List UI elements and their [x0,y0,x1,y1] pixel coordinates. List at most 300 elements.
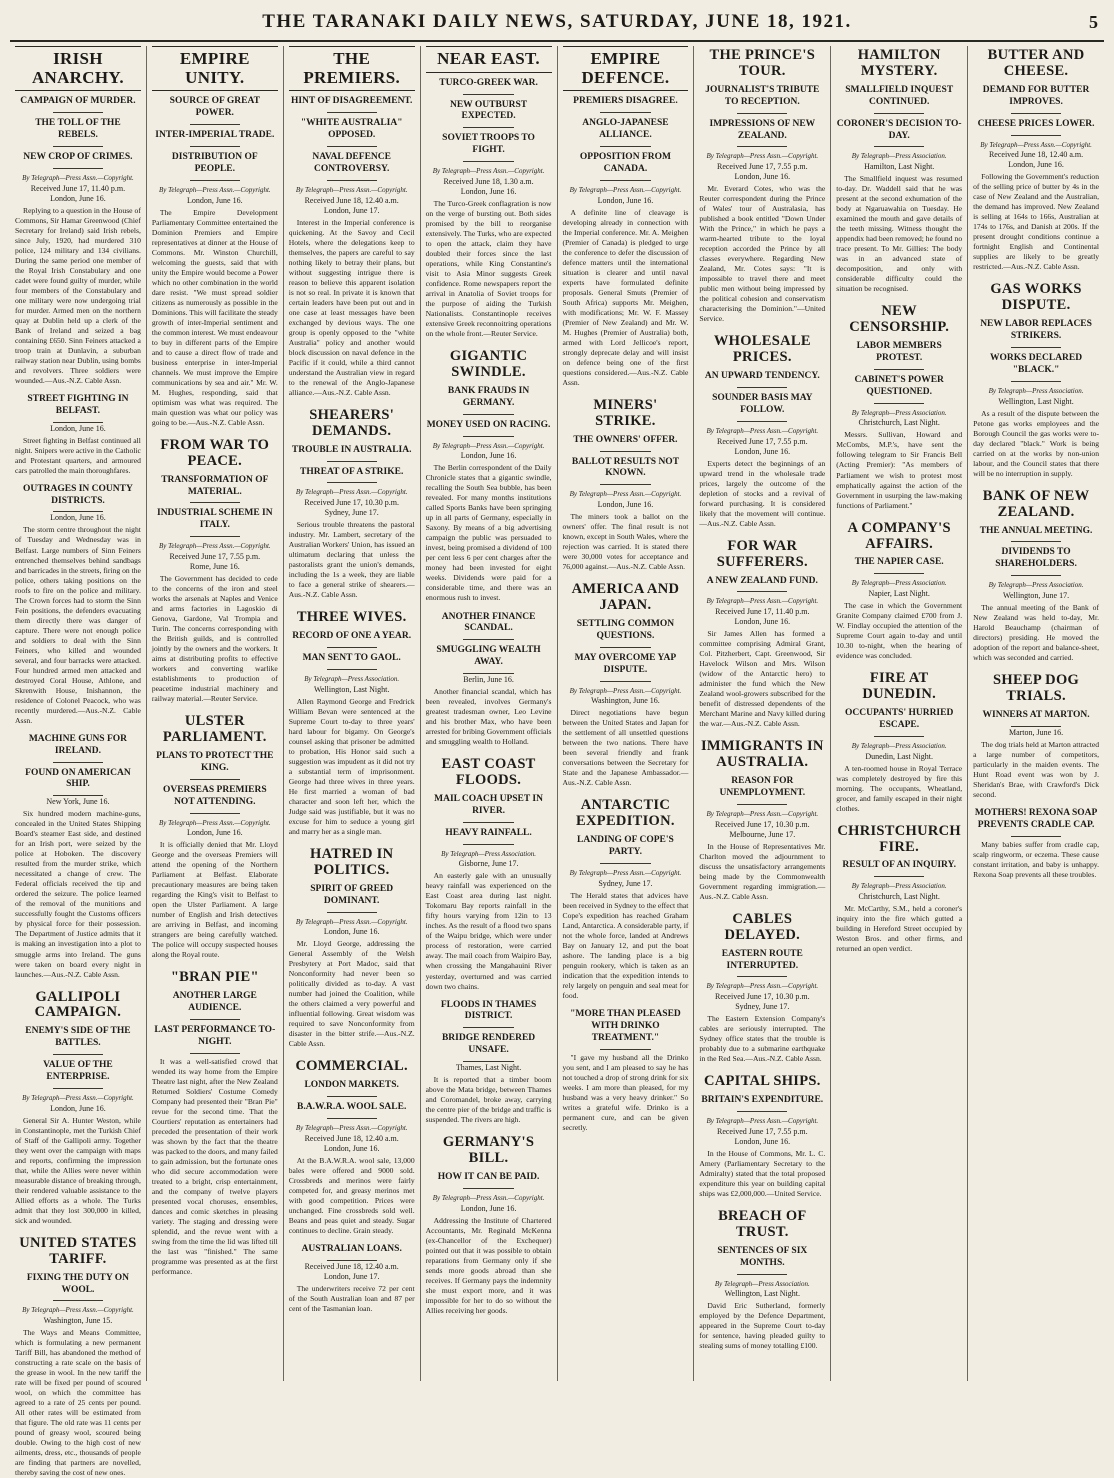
article [836,519,962,662]
article-subheading: CABINET'S POWER QUESTIONED. [854,374,944,397]
article [426,755,552,991]
article-dateline: London, June 16. [50,193,106,203]
article-subheading: OPPOSITION FROM CANADA. [579,152,671,174]
divider-rule [327,669,377,670]
article-body: The dog trials held at Marton attracted a large number of competitors, particularly in the maiden events. The Hunt Road event was won by J. Sheridan's Brae, with Crawford's Dick second. [973,739,1099,799]
article-subheading: CORONER'S DECISION TO-DAY. [836,118,962,141]
article-received-time: Received June 17, 10.30 p.m. [714,992,810,1002]
article-dateline: Sydney, June 17. [598,878,653,888]
article-body: The underwriters receive 72 per cent of the South Australian loan and 87 per cent of the Tasmanian loan. [288,1283,415,1313]
article [699,46,825,324]
article-dateline: Marton, June 16. [1008,727,1064,737]
divider-rule [327,482,377,483]
article-subheading: MONEY USED ON RACING. [426,419,551,430]
article [15,988,141,1226]
article [836,302,962,510]
article-subheading: "WHITE AUSTRALIA" OPPOSED. [300,118,403,141]
article-headline: THE PRINCE'S TOUR. [709,47,816,79]
article-body: It is officially denied that Mr. Lloyd George and the overseas Premiers will attend the opening of the Northern Parliament at Belfast. Elaborate precautionary measures are being taken regarding the King's visit to Belfast to open the Ulster Parliament. A large number of English and Irish detectives are arriving in Belfast, and incoming strangers are being carefully watched. The police will occupy suspected houses along the Royal route. [151,840,278,960]
article-credit: By Telegraph—Press Association. [851,741,947,750]
article-subheading: SMALLFIELD INQUEST CONTINUED. [845,84,954,107]
article-subheading: BRIDGE RENDERED UNSAFE. [441,1033,536,1056]
divider-rule [190,779,240,780]
divider-rule [1011,113,1061,114]
divider-rule [874,403,924,404]
article [426,46,552,339]
article [563,396,689,572]
divider-rule [1011,347,1061,348]
article-subheading: ANGLO-JAPANESE ALLIANCE. [582,118,669,141]
article-subheading: INDUSTRIAL SCHEME IN ITALY. [157,508,273,531]
divider-rule [463,436,513,437]
article-body: The Herald states that advices have been received in Sydney to the effect that Cope's expedition has reached Graham Land, Antarctica. A considerable party, if not the whole force, landed at Andrews Bay on January 12, and put the boat ashore. The landing place is a big penguin rookery, which is taken as an indication that the expedition intends to rely largely on penguin and seal meat for food. [562,890,689,1000]
article-subheading: THE NAPIER CASE. [854,557,944,568]
article [15,484,141,726]
divider-rule [327,1096,377,1097]
article-dateline: London, June 16. [1008,160,1064,170]
column-7 [830,46,967,1381]
article-subheading: SOURCE OF GREAT POWER. [169,96,260,119]
article-body: Direct negotiations have begun between the United States and Japan for the settlement of all unsettled questions between the two nations. There have been several friendly and frank conversations between the Secretary for State and the Japanese Ambassador.—Aus.-N.Z. Cable Assn. [562,708,689,788]
divider-rule [327,912,377,913]
article-subheading: JOURNALIST'S TRIBUTE TO RECEPTION. [705,84,820,107]
article-dateline: London, June 16. [187,195,243,205]
column-3 [283,46,420,1381]
divider-rule [737,113,787,114]
article-subheading: OVERSEAS PREMIERS NOT ATTENDING. [162,784,267,807]
article-body: In the House of Commons, Mr. L. C. Amery (Parliamentary Secretary to the Admiralty) stated that the total proposed expenditure this year on building capital ships was £2,000,000.—United Service. [699,1148,826,1198]
article-credit: By Telegraph—Press Association. [988,581,1084,590]
article-body: A ten-roomed house in Royal Terrace was completely destroyed by fire this morning. The occupants, Wheatland, grocer, and family escaped in their night clothes. [836,763,963,813]
article-body: It was a well-satisfied crowd that wended its way home from the Empire Theatre last night, after the New Zealand Returned Soldiers' Costume Comedy Company had presented their "Bran Pie" revue for the second time. That the Courtiers' reputation as entertainers had preceded the presentation of their work was shown by the fact that the theatre was packed to the doors, and many failed to gain admission, but the fortunate ones who did secure accommodation were treated to a bright, crisp entertainment, and the company of twelve players presented vocal choruses, ensembles, dances and comic sketches in pleasing variety. The staging and dressing were splendid, and the revue went with a swing from the time the lid was lifted till the last was "finished." The same programme was presented as at the first performance. [151,1056,278,1277]
article-dateline: London, June 16. [734,172,791,182]
divider-rule [874,113,924,114]
article-headline: FIRE AT DUNEDIN. [862,670,937,703]
article [973,487,1099,663]
article-body: As a result of the dispute between the Petone gas works employees and the Borough Council the gas works were to-day declared "black." Work is being carried on at the works by non-union labour, and the Council states that there will be no interruption in supply. [973,408,1099,478]
article-credit: By Telegraph—Press Assn.—Copyright. [295,488,408,497]
article-body: General Sir A. Hunter Weston, while in Constantinople, met the Turkish Chief of Staff of the Gallipoli army. Together they went over the campaign with maps and reports, confirming the impression that, while the Allies were never within measurable distance of breaking through, their rendered valuable assistance to the Allied efforts as a whole. The Turks admit that they lost 300,000 in killed, sick and wounded. [15,1115,141,1225]
masthead-title: THE TARANAKI DAILY NEWS, SATURDAY, JUNE 18, 1921. [262,11,852,32]
divider-rule [874,736,924,737]
article-dateline: Washington, June 16. [591,696,660,706]
article [973,46,1099,272]
article [15,46,141,386]
divider-rule [1011,836,1061,837]
divider-rule [737,1111,787,1112]
article [699,332,825,528]
article [289,845,415,1050]
article-dateline: London, June 16. [460,451,517,461]
article-received-time: Received June 18, 12.40 a.m. [988,150,1084,160]
article-headline: BUTTER AND CHEESE. [987,47,1085,79]
article-body: Replying to a question in the House of Commons, Sir Hamar Greenwood (Chief Secretary for Ireland) said Irish rebels, since July, 1920, had murdered 310 police, 124 military and 134 civilians. During the same period one member of the Royal Irish Constabulary and one cadet were found guilty of murder, while four members of the Constabulary and one military were now undergoing trial for murder. Armed men on the northern quay at Dublin held up a clerk of the Bank of Ireland and seized a bag containing £650. Sinn Feiners attacked a troop train at Dunlavin, a suburban railway station near Dublin, using bombs and revolvers. Three soldiers were wounded.—Aus.-N.Z. Cable Assn. [15,205,141,385]
article-credit: By Telegraph—Press Assn.—Copyright. [295,185,408,194]
article-dateline: Sydney, June 17. [324,508,379,518]
article-credit: By Telegraph—Press Association. [851,882,947,891]
divider-rule [600,647,650,648]
article-body: Street fighting in Belfast continued all night. Snipers were active in the Catholic and Protestant quarters, and armoured cars patrolled the main thoroughfares. [15,435,141,475]
article-credit: By Telegraph—Press Assn.—Copyright. [980,140,1092,149]
article-subheading: OCCUPANTS' HURRIED ESCAPE. [845,708,954,730]
article [426,612,552,748]
article-subheading: THE ANNUAL MEETING. [979,525,1093,536]
article-subheading: IMPRESSIONS OF NEW ZEALAND. [709,118,816,141]
article-subheading: LAST PERFORMANCE TO-NIGHT. [154,1025,276,1048]
column-5 [557,46,694,1381]
article-subheading: CHEESE PRICES LOWER. [977,118,1095,129]
article-credit: By Telegraph—Press Assn.—Copyright. [569,490,682,499]
article-subheading: HINT OF DISAGREEMENT. [290,96,413,107]
divider-rule [190,180,240,181]
column-6 [693,46,830,1381]
article-body: Allen Raymond George and Fredrick William Bevan were sentenced at the Supreme Court to-day to three years' hard labour for bigamy. On George's counsel asking that prisoner be admitted to probation, His Honor said such a suggestion was impudent as it did not try a substantial term of imprisonment. George had three wives in three years. He first married a woman of bad character and soon left her, which the Judge said was justifiable, but it was no excuse for him to seduce a young girl and marry her as a single man. [288,696,415,836]
article-subheading: MAN SENT TO GAOL. [302,653,401,664]
divider-rule [463,822,513,823]
article-dateline: Rome, June 16. [189,561,240,571]
article-body: Following the Government's reduction of the selling price of butter by 4s in the case of New Zealand and the Australian, the demand has improved. New Zealand is selling at 164s to 166s, Australian at 174s to 176s, and Danish at 200s. If the present drought conditions continue a fortnight English and Continental supplies are likely to be greatly restricted.—Aus.-N.Z. Cable Assn. [973,172,1099,272]
article-received-time: Received June 18, 1.30 a.m. [443,176,534,186]
article [426,347,552,603]
article-dateline: London, June 16. [460,1203,517,1213]
article-credit: By Telegraph—Press Assn.—Copyright. [706,597,819,606]
article-subheading: OUTRAGES IN COUNTY DISTRICTS. [23,483,133,506]
divider-rule [53,422,103,423]
article-subheading: TROUBLE IN AUSTRALIA. [291,444,412,455]
article [152,436,278,704]
article [699,737,825,901]
divider-rule [874,573,924,574]
divider-rule [1011,135,1061,136]
divider-rule [1011,575,1061,576]
article-headline: THE PREMIERS. [289,46,415,91]
article-dateline: London, June 16. [734,446,791,456]
divider-rule [53,168,103,169]
article-subheading: HOW IT CAN BE PAID. [437,1171,540,1182]
article-subheading: PLANS TO PROTECT THE KING. [156,751,274,773]
article-headline: SHEEP DOG TRIALS. [993,671,1080,704]
article-subheading: THE OWNERS' OFFER. [573,434,678,445]
article [699,910,825,1064]
article-credit: By Telegraph—Press Assn.—Copyright. [569,686,682,695]
divider-rule [190,536,240,537]
article-credit: By Telegraph—Press Assn.—Copyright. [295,1124,408,1133]
article-body: The Government has decided to cede to the concerns of the iron and steel works the arsenals at Naples and Venice and arms factories in Lagoskio di Genova, Gardone, Val Trompia and Turin. The concerns corresponding with the British guilds, and is controlled jointly by the owners and the workers. It aims at distributing profits to effective workers and converting warlike establishments to production of peacetime industrial machinery and railway material.—Reuter Service. [151,573,278,704]
article [15,1234,141,1478]
divider-rule [463,673,513,674]
article-headline: "BRAN PIE" [170,969,259,986]
article-headline: NEW CENSORSHIP. [849,303,950,336]
article-subheading: FIXING THE DUTY ON WOOL. [26,1272,129,1295]
article-subheading: THREAT OF A STRIKE. [300,466,404,477]
article-dateline: London, June 16. [323,927,380,937]
article-credit: By Telegraph—Press Assn.—Copyright. [158,185,271,194]
divider-rule [600,681,650,682]
article-credit: By Telegraph—Press Assn.—Copyright. [22,173,134,182]
article-subheading: DISTRIBUTION OF PEOPLE. [171,152,258,174]
article-received-time: Received June 17, 11.40 p.m. [715,607,810,617]
article-credit: By Telegraph—Press Association. [851,408,947,417]
article-subheading: MAY OVERCOME YAP DISPUTE. [574,652,677,675]
column-2 [146,46,283,1381]
column-1 [10,46,146,1478]
article-dateline: Christchurch, Last Night. [858,892,940,902]
article-subheading: "MORE THAN PLEASED WITH DRINKO TREATMENT." [570,1008,681,1043]
article-body: A definite line of cleavage is developing already in connection with the Imperial conference. Mr. A. Meighen (Premier of Canada) is pledged to urge the conference to defer the discussion of defence matters until the international situation is clearer and until naval experts have formulated definite proposals. General Smuts (Premier of South Africa) supports Mr. Meighen, with modifications; Mr. W. F. Massey (Premier of New Zealand) and Mr. W. M. Hughes (Premier of Australia) both, armed with Lord Jellicoe's report, strongly deprecate delay and will insist on defence being one of the first questions considered.—Aus.-N.Z. Cable Assn. [562,207,689,387]
article-dateline: Thames, Last Night. [455,1063,522,1073]
article-subheading: EASTERN ROUTE INTERRUPTED. [721,948,803,971]
divider-rule [463,94,513,95]
article-subheading: NEW CROP OF CRIMES. [23,152,133,162]
divider-rule [327,647,377,648]
article-subheading: NAVAL DEFENCE CONTROVERSY. [312,152,391,174]
article-body: The Eastern Extension Company's cables are seriously interrupted. The Sydney office states that the trouble is probably due to a submarine earthquake in the Red Sea.—Aus.-N.Z. Cable Assn. [699,1014,826,1064]
article-dateline: Sydney, June 17. [735,1002,790,1012]
article-headline: IRISH ANARCHY. [15,46,141,91]
article-headline: EMPIRE UNITY. [152,46,278,91]
article [289,406,415,601]
article [289,1057,415,1236]
article-received-time: Received June 17, 10.30 p.m. [714,819,810,829]
article-credit: By Telegraph—Press Association. [851,152,947,161]
article-body: The Ways and Means Committee, which is formulating a new permanent Tariff Bill, has abandoned the method of constructing a rate scale on the basis of the grease in wool. In the new tariff the rate will be fixed per pound of scoured wool, on which the committee has agreed to a rate of 25 cents per pound. All other rates will be estimated from that figure. The old rate was 11 cents per pound of greasy wool, scoured being double. Owing to the high cost of new ailments, dress, etc., thousands of people are finding that partners are novelled, thereby saving the cost of new ones. [15,1328,141,1478]
article-subheading: SPIRIT OF GREED DOMINANT. [310,883,394,906]
article [699,537,825,730]
article-subheading: NEW OUTBURST EXPECTED. [449,99,528,122]
divider-rule [53,112,103,113]
article [289,608,415,837]
masthead [10,8,1104,42]
article-subheading: FOUND ON AMERICAN SHIP. [25,767,131,790]
divider-rule [327,180,377,181]
divider-rule [463,639,513,640]
article-headline: ULSTER PARLIAMENT. [162,713,267,746]
article [563,1009,689,1133]
divider-rule [600,1049,650,1050]
divider-rule [190,1019,240,1020]
article-headline: CABLES DELAYED. [724,910,801,943]
article-credit: By Telegraph—Press Association. [304,674,400,683]
article [15,394,141,476]
article-dateline: Napier, Last Night. [868,589,930,599]
divider-rule [600,484,650,485]
article [973,671,1099,800]
article-body: It is reported that a timber boom above the Mata bridge, between Thames and Coromandel, broke away, carrying the centre pier of the bridge and traffic is suspended. The rivers are high. [425,1075,552,1125]
article-body: The Smallfield inquest was resumed to-day. Dr. Waddell said that he was present at the second exhumation of the body at Ngaruawahia on Tuesday. He examined the mouth and gave details of the teeth missing. Witness thought the appendix had been removed; he found no trace present. To Mr. Gillies: The body was in an advanced state of decomposition, and only with considerable difficulty could the situation be recognised. [836,174,963,294]
divider-rule [737,421,787,422]
article-headline: UNITED STATES TARIFF. [19,1234,137,1267]
article-subheading: AN UPWARD TENDENCY. [704,371,820,382]
article-subheading: ANOTHER FINANCE SCANDAL. [441,611,536,634]
article-body: The miners took a ballot on the owners' offer. The final result is not known, except in South Wales, where the rejection was carried. It is stated there were 30,000 votes for acceptance and 76,000 against.—Aus.-N.Z. Cable Assn. [562,512,689,572]
divider-rule [463,1188,513,1189]
article-subheading: STREET FIGHTING IN BELFAST. [27,393,129,416]
article-dateline: Hamilton, Last Night. [864,162,935,172]
divider-rule [600,863,650,864]
article-dateline: London, June 16. [50,423,106,433]
divider-rule [737,591,787,592]
divider-rule [463,414,513,415]
article-body: Six hundred modern machine-guns, concealed in the United States Shipping Board's steamer East side, and destined for an Irish port, were seized by the police at Hoboken. The discovery resulted from the murder strike, which necessitated a change of crew. The Federal officials received the tip and ordered the seizure. The police learned of the removal of the munitions and successfully fought the Customs officers by physical force for their possession. The Department of Justice admits that it is making an investigation into a plot to smuggle arms into Ireland. The guns were taken on board every night in launches.—Aus.-N.Z. Cable Assn. [15,809,141,979]
article-received-time: Received June 17, 11.40 p.m. [30,183,126,193]
article-dateline: Wellington, Last Night. [724,1289,800,1299]
article-subheading: WINNERS AT MARTON. [982,709,1090,720]
divider-rule [327,112,377,113]
divider-rule [327,1118,377,1119]
article-credit: By Telegraph—Press Assn.—Copyright. [432,441,545,450]
article-dateline: London, June 16. [323,1143,380,1153]
article [152,968,278,1277]
article [699,1207,825,1351]
article-headline: BREACH OF TRUST. [718,1207,807,1240]
article-subheading: SETTLING COMMON QUESTIONS. [576,619,675,641]
divider-rule [737,146,787,147]
article [836,669,962,813]
article-subheading: SOVIET TROOPS TO FIGHT. [442,133,535,156]
article-credit: By Telegraph—Press Assn.—Copyright. [158,542,271,551]
article-subheading: CAMPAIGN OF MURDER. [20,96,136,107]
article-subheading: SOUNDER BASIS MAY FOLLOW. [712,393,813,415]
article-credit: By Telegraph—Press Assn.—Copyright. [706,809,819,818]
article [973,280,1099,478]
page-number: 5 [1089,11,1098,32]
article-subheading: TRANSFORMATION OF MATERIAL. [161,474,269,497]
divider-rule [327,146,377,147]
article-dateline: London, June 16. [597,195,654,205]
divider-rule [53,795,103,796]
article-subheading: WORKS DECLARED "BLACK." [990,353,1083,375]
article-credit: By Telegraph—Press Assn.—Copyright. [706,982,819,991]
article-dateline: London, June 16. [460,186,517,196]
article-subheading: ENEMY'S SIDE OF THE BATTLES. [25,1026,131,1049]
divider-rule [600,180,650,181]
article-headline: COMMERCIAL. [295,1058,408,1075]
divider-rule [190,146,240,147]
divider-rule [600,146,650,147]
article-credit: By Telegraph—Press Association. [714,1279,810,1288]
article-body: The annual meeting of the Bank of New Zealand was held to-day, Mr. Harold Beauchamp (chairman of directors) presiding. He moved the adoption of the report and balance-sheet, which was seconded and carried. [973,602,1099,662]
article-subheading: BANK FRAUDS IN GERMANY. [447,385,530,408]
article-headline: FOR WAR SUFFERERS. [716,537,808,570]
article-subheading: AUSTRALIAN LOANS. [301,1244,402,1255]
column-8 [967,46,1104,1381]
article-headline: HAMILTON MYSTERY. [857,47,941,79]
article-dateline: Gisborne, June 17. [458,859,519,869]
article [426,1133,552,1316]
article-subheading: NEW LABOR REPLACES STRIKERS. [980,319,1092,342]
article [15,734,141,980]
article-subheading: DEMAND FOR BUTTER IMPROVES. [982,84,1090,107]
article [426,1000,552,1126]
divider-rule [463,1027,513,1028]
divider-rule [737,1274,787,1275]
article-received-time: Received June 17, 7.55 p.m. [716,436,808,446]
article-dateline: Dunedin, Last Night. [865,751,933,761]
article-subheading: VALUE OF THE ENTERPRISE. [43,1060,113,1083]
article-dateline: Melbourne, June 17. [729,829,796,839]
article [699,1072,825,1199]
article-credit: By Telegraph—Press Assn.—Copyright. [569,869,682,877]
article-headline: IMMIGRANTS IN AUSTRALIA. [700,738,824,771]
article-subheading: A NEW ZEALAND FUND. [706,575,818,586]
divider-rule [190,124,240,125]
article-subheading: MACHINE GUNS FOR IRELAND. [28,733,128,756]
article-headline: EAST COAST FLOODS. [441,756,536,789]
divider-rule [1011,726,1061,727]
article-body: Another financial scandal, which has been revealed, involves Germany's greatest tradesman owner, Leo Levine and his brother Max, who have been arrested for bribing Government officials and smuggling wealth to Holland. [425,687,552,747]
divider-rule [463,844,513,845]
article-headline: A COMPANY'S AFFAIRS. [847,519,951,552]
article-headline: CAPITAL SHIPS. [703,1073,821,1090]
article [563,46,689,388]
article-dateline: London, June 17. [323,205,380,215]
divider-rule [600,451,650,452]
divider-rule [463,161,513,162]
article-headline: MINERS' STRIKE. [593,396,658,429]
article-subheading: SMUGGLING WEALTH AWAY. [436,645,541,668]
article-body: An easterly gale with an unusually heavy rainfall was experienced on the East Coast area during last night. Tokomaru Bay reports rainfall in the fifty hours varying from 12in to 13 inches. As the result of a flood two spans of the Waipu bridge, which were under process of restoration, were carried away. The mail coach from Waipiro Bay, when crossing the Mangahauini River yesterday, overturned and was carried down two chains. [425,871,552,991]
article-dateline: Berlin, June 16. [463,675,514,684]
article [152,712,278,960]
article-credit: By Telegraph—Press Assn.—Copyright. [22,1093,134,1102]
article [152,46,278,428]
article-body: The storm centre throughout the night of Tuesday and Wednesday was in Belfast. Large numbers of Sinn Feiners entrenched themselves behind sandbags and barricades in the streets, firing on the police, others taking positions on the roofs to fire on the police and military. The Crown forces had to storm the Sinn Fein positions, the defenders evacuating them directly there was danger of capture. There were not enough police and soldiers to deal with the Sinn Feiners, who killed and wounded several, and four barracks were attacked. Four hundred armed men attacked and destroyed Coral House, Athlone, and Skrenwith House, Inishannon, the residence of Colonel Peacock, who was recently murdered.—Aus.-N.Z. Cable Assn. [15,525,141,725]
article-body: In the House of Representatives Mr. Charlton moved the adjournment to discuss the unsatisfactory arrangements being made by the Commonwealth Government regarding immigration.—Aus.-N.Z. Cable Assn. [699,841,826,901]
divider-rule [600,112,650,113]
article-headline: WHOLESALE PRICES. [713,333,811,366]
article-headline: GALLIPOLI CAMPAIGN. [34,988,122,1021]
article-headline: AMERICA AND JAPAN. [571,581,680,614]
article-subheading: ANOTHER LARGE AUDIENCE. [172,991,257,1014]
article-dateline: London, June 16. [734,617,791,627]
divider-rule [190,1053,240,1054]
divider-rule [1011,381,1061,382]
article [289,1244,415,1314]
article-subheading: RECORD OF ONE A YEAR. [292,631,412,642]
article-dateline: London, June 16. [597,500,654,510]
divider-rule [190,502,240,503]
divider-rule [327,1260,377,1261]
article-body: The Turco-Greek conflagration is now on the verge of bursting out. Both sides promised by the bill to reorganise extensively. The Turks, who are expected to open the attack, claim they have doubled their forces since the last operations, while King Constantine's visit to Asia Minor suggests Greek confidence. Rome newspapers report the arrival in Anatolia of Soviet troops for the purpose of aiding the Turkish Nationalists. Constantinople receives extensive Greek reconnoitring operations on the whole front.—Reuter Service. [425,198,552,339]
article-dateline: London, June 16. [50,1103,106,1113]
divider-rule [463,127,513,128]
article-credit: By Telegraph—Press Assn.—Copyright. [22,1306,134,1315]
article-body: Mr. Lloyd George, addressing the General Assembly of the Welsh Presbytery at Port Madoc, said that Nonconformity had never been so politically divided as to-day. A vast number had joined the Coalition, while the others claimed a very powerful and influential following. Great wisdom was required to save Nonconformity from disaster in the bitter strife.—Aus.-N.Z. Cable Assn. [288,939,415,1049]
article [563,796,689,1001]
article-received-time: Received June 17, 7.55 p.m. [716,162,808,172]
article-credit: By Telegraph—Press Assn.—Copyright. [706,1117,819,1126]
article [836,822,962,955]
article-subheading: RESULT OF AN INQUIRY. [842,860,956,871]
divider-rule [53,1088,103,1089]
article-body: The Empire Development Parliamentary Committee entertained the Dominion Premiers and Empire representatives at dinner at the House of Commons. Mr. Winston Churchill, welcoming the guests, said that with unity the Empire would become a Power which no other combination in the world dare resist. "We must spread soldier citizens as numerously as possible in the Dominions. This will facilitate the steady growth of inter-Imperial sentiment and the common interest. We must endeavour to buy in different parts of the Empire and to cause a direct flow of trade and business enterprise in inter-Imperial channels. We must improve the Empire communications by sea and air." Mr. W. M. Hughes, responding, said that optimism was what was required. The main question was what our policy was going to be.—Aus.-N.Z. Cable Assn. [151,207,278,427]
article-subheading: INTER-IMPERIAL TRADE. [155,130,275,141]
article-subheading: LABOR MEMBERS PROTEST. [856,341,942,364]
article-headline: THREE WIVES. [296,609,407,626]
article-received-time: Received June 17, 7.55 p.m. [169,551,261,561]
article-received-time: Received June 18, 12.40 a.m. [304,195,399,205]
article-received-time: Received June 18, 12.40 a.m. [304,1133,399,1143]
article [973,808,1099,880]
article-subheading: MAIL COACH UPSET IN RIVER. [434,793,543,816]
article-body: Messrs. Sullivan, Howard and McCombs, M.P.'s, have sent the following telegram to Sir Francis Bell (Acting Premier): "As members of Parliament we wish to protest most emphatically against the action of the Government in usurping the law-making functions of Parliament." [836,430,963,510]
column-4 [420,46,557,1381]
article-body: Experts detect the beginnings of an upward trend in the wholesale trade prices, largely the outcome of the depletion of stocks and a revival of forward purchasing. It is considered likely that the movement will continue.—Aus.-N.Z. Cable Assn. [699,458,826,528]
article-subheading: B.A.W.R.A. WOOL SALE. [297,1102,407,1113]
divider-rule [53,511,103,512]
article-dateline: Wellington, June 17. [1003,590,1070,600]
article-body: Mr. McCarthy, S.M., held a coroner's inquiry into the fire which gutted a building in Hereford Street occupied by Weston Bros. and other firms, and returned an open verdict. [836,904,963,954]
